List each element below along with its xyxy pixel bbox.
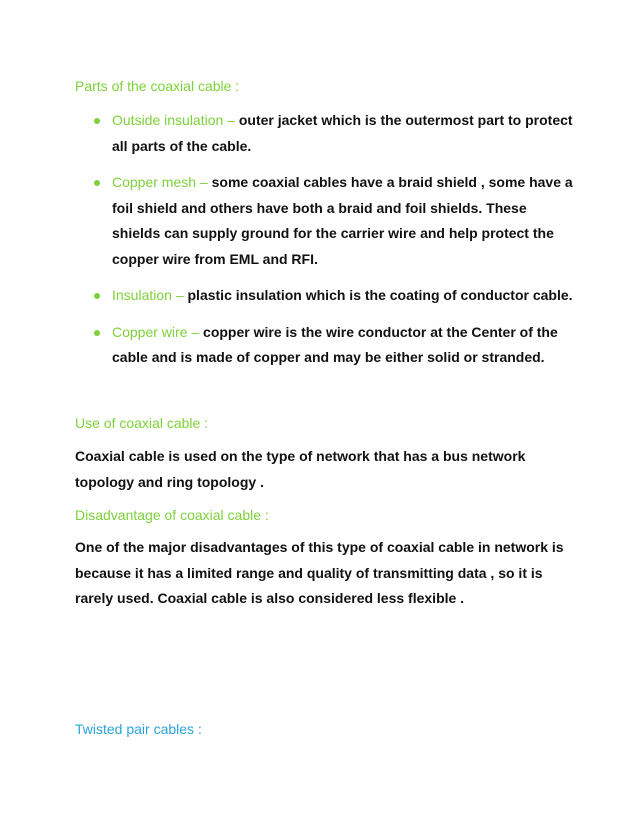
list-item-copper-mesh [94, 170, 574, 272]
term-description: copper wire is the wire conductor at the Center of the cable and is made of copper and may be either solid or stranded. [112, 323, 558, 365]
bullet-icon [94, 293, 100, 299]
term-label: Copper wire – [112, 323, 204, 340]
term-description: some coaxial cables have a braid shield , some have a foil shield and others have both a braid and foil shields. These shields can supply ground for the carrier wire and help protect the copper wire from EML and RFI. [112, 174, 573, 267]
term-label: Copper mesh – [112, 174, 212, 190]
disadvantage-paragraph: One of the major disadvantages of this type of coaxial cable in network is because it has a limited range and quality of transmitting data , so it is rarely used. Coaxial cable is also considered less flexible . [75, 539, 564, 606]
bullet-icon [94, 118, 100, 124]
term-description: plastic insulation which is the coating of conductor cable. [187, 287, 573, 303]
parts-list [94, 108, 574, 382]
term-label: Outside insulation – [112, 112, 239, 128]
heading-use-of-coaxial-cable: Use of coaxial cable : [75, 415, 209, 431]
term-description: outer jacket which is the outermost part to protect all parts of the cable. [112, 112, 573, 154]
use-paragraph: Coaxial cable is used on the type of network that has a bus network topology and ring topology . [75, 448, 526, 490]
heading-disadvantage: Disadvantage of coaxial cable : [75, 507, 269, 523]
list-item-insulation [94, 283, 574, 309]
term-label: Insulation – [112, 287, 188, 303]
bullet-icon [94, 330, 100, 336]
heading-parts-of-coaxial-cable: Parts of the coaxial cable : [75, 78, 240, 94]
list-item-outside-insulation [94, 108, 574, 159]
bullet-icon [94, 180, 100, 186]
heading-twisted-pair-cables: Twisted pair cables : [75, 721, 202, 737]
list-item-copper-wire [94, 320, 574, 371]
